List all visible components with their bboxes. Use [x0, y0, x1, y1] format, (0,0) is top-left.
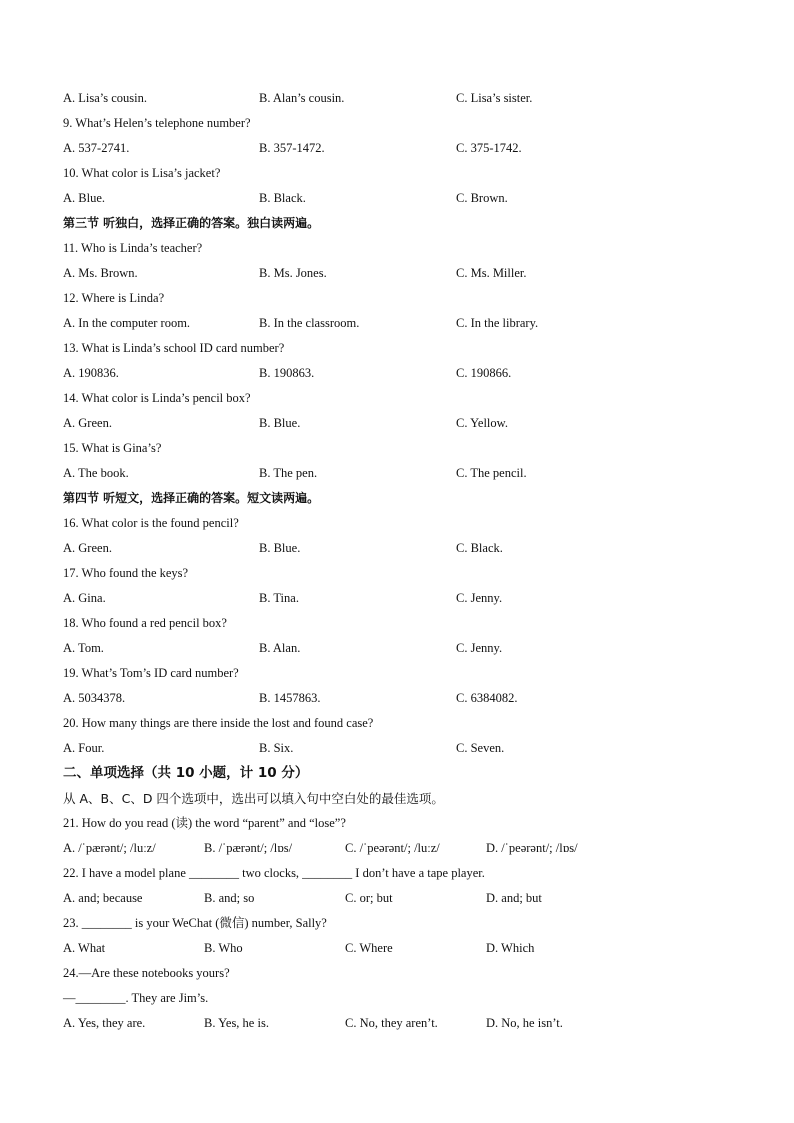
q17-options	[63, 586, 743, 611]
option-b: B. Six.	[259, 741, 294, 755]
q22-options	[63, 886, 743, 911]
option-a: A. 537-2741.	[63, 141, 130, 155]
q17-question: 17. Who found the keys?	[63, 566, 189, 580]
q20-question: 20. How many things are there inside the lost and found case?	[63, 716, 374, 730]
q10-question: 10. What color is Lisa’s jacket?	[63, 166, 221, 180]
q23-options	[63, 936, 743, 961]
option-c: C. Lisa’s sister.	[456, 91, 533, 105]
option-c: C. Seven.	[456, 741, 505, 755]
q22-question: 22. I have a model plane ________ two clocks, ________ I don’t have a tape player.	[63, 866, 485, 880]
exam-page	[63, 86, 743, 1036]
option-a: A. Four.	[63, 741, 105, 755]
option-b: B. In the classroom.	[259, 316, 360, 330]
option-b: B. 190863.	[259, 366, 315, 380]
q18-question: 18. Who found a red pencil box?	[63, 616, 227, 630]
q11-options	[63, 261, 743, 286]
option-c: C. Yellow.	[456, 416, 508, 430]
q23-question: 23. ________ is your WeChat (微信) number, Sally?	[63, 916, 327, 930]
q21-options	[63, 836, 743, 861]
option-c: C. /ˈpeərənt/; /luːz/	[345, 841, 440, 855]
option-a: A. Blue.	[63, 191, 106, 205]
option-a: A. Green.	[63, 416, 112, 430]
q19-options	[63, 686, 743, 711]
q21-question: 21. How do you read (读) the word “parent” and “lose”?	[63, 816, 346, 830]
option-a: A. 5034378.	[63, 691, 126, 705]
q20-options	[63, 736, 743, 761]
q24-reply: —________. They are Jim’s.	[63, 991, 209, 1005]
option-d: D. and; but	[486, 891, 542, 905]
q24-options	[63, 1011, 743, 1036]
section4-heading: 第四节 听短文，选择正确的答案。短文读两遍。	[63, 491, 320, 505]
option-b: B. Who	[204, 941, 243, 955]
option-d: D. Which	[486, 941, 535, 955]
option-c: C. No, they aren’t.	[345, 1016, 438, 1030]
option-c: C. 190866.	[456, 366, 512, 380]
option-a: A. The book.	[63, 466, 129, 480]
q18-options	[63, 636, 743, 661]
q16-options	[63, 536, 743, 561]
option-c: C. Black.	[456, 541, 503, 555]
q24-question: 24.—Are these notebooks yours?	[63, 966, 230, 980]
option-a: A. and; because	[63, 891, 143, 905]
option-a: A. Green.	[63, 541, 112, 555]
q13-options	[63, 361, 743, 386]
q14-question: 14. What color is Linda’s pencil box?	[63, 391, 251, 405]
option-b: B. Ms. Jones.	[259, 266, 327, 280]
option-b: B. and; so	[204, 891, 255, 905]
option-b: B. Alan’s cousin.	[259, 91, 345, 105]
section3-heading: 第三节 听独白，选择正确的答案。独白读两遍。	[63, 216, 320, 230]
option-d: D. /ˈpeərənt/; /lɒs/	[486, 841, 578, 855]
part2-instruction: 从 A、B、C、D 四个选项中，选出可以填入句中空白处的最佳选项。	[63, 791, 444, 806]
option-b: B. Black.	[259, 191, 306, 205]
option-c: C. Ms. Miller.	[456, 266, 527, 280]
option-a: A. What	[63, 941, 106, 955]
option-c: C. Brown.	[456, 191, 508, 205]
option-a: A. Tom.	[63, 641, 104, 655]
q12-options	[63, 311, 743, 336]
option-b: B. /ˈpærənt/; /lɒs/	[204, 841, 293, 855]
option-b: B. The pen.	[259, 466, 318, 480]
option-a: A. /ˈpærənt/; /luːz/	[63, 841, 156, 855]
q13-question: 13. What is Linda’s school ID card number?	[63, 341, 285, 355]
q8-options	[63, 86, 743, 111]
option-b: B. 357-1472.	[259, 141, 325, 155]
q10-options	[63, 186, 743, 211]
q14-options	[63, 411, 743, 436]
part2-heading: 二、单项选择（共 10 小题，计 10 分）	[63, 765, 309, 781]
option-b: B. Yes, he is.	[204, 1016, 269, 1030]
option-c: C. In the library.	[456, 316, 539, 330]
option-c: C. 375-1742.	[456, 141, 522, 155]
option-b: B. 1457863.	[259, 691, 321, 705]
option-b: B. Blue.	[259, 541, 301, 555]
q15-question: 15. What is Gina’s?	[63, 441, 162, 455]
q16-question: 16. What color is the found pencil?	[63, 516, 239, 530]
option-c: C. Jenny.	[456, 641, 503, 655]
option-a: A. 190836.	[63, 366, 119, 380]
q9-question: 9. What’s Helen’s telephone number?	[63, 116, 251, 130]
option-a: A. In the computer room.	[63, 316, 191, 330]
option-a: A. Ms. Brown.	[63, 266, 138, 280]
option-c: C. The pencil.	[456, 466, 527, 480]
option-c: C. Jenny.	[456, 591, 503, 605]
q19-question: 19. What’s Tom’s ID card number?	[63, 666, 239, 680]
option-c: C. Where	[345, 941, 393, 955]
q11-question: 11. Who is Linda’s teacher?	[63, 241, 203, 255]
option-c: C. or; but	[345, 891, 393, 905]
option-a: A. Yes, they are.	[63, 1016, 146, 1030]
option-d: D. No, he isn’t.	[486, 1016, 563, 1030]
q15-options	[63, 461, 743, 486]
option-a: A. Lisa’s cousin.	[63, 91, 148, 105]
option-b: B. Tina.	[259, 591, 299, 605]
option-c: C. 6384082.	[456, 691, 518, 705]
q12-question: 12. Where is Linda?	[63, 291, 165, 305]
option-a: A. Gina.	[63, 591, 106, 605]
option-b: B. Alan.	[259, 641, 301, 655]
option-b: B. Blue.	[259, 416, 301, 430]
q9-options	[63, 136, 743, 161]
